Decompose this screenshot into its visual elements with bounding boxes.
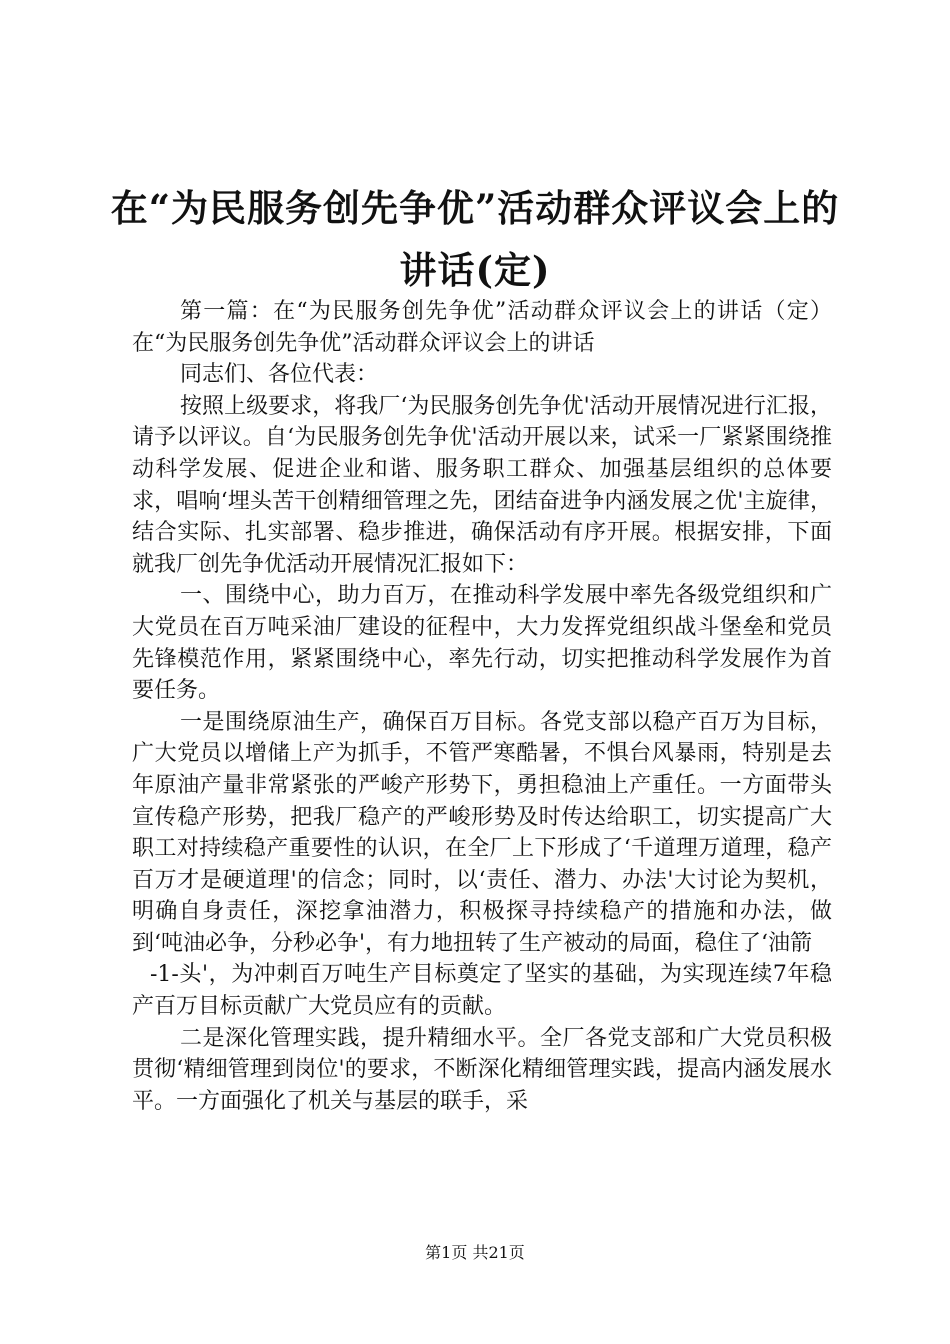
paragraph-heading: 第一篇：在“为民服务创先争优”活动群众评议会上的讲话（定）在“为民服务创先争优”活动群众评议会上的讲话 (132, 299, 832, 356)
document-title-line-1: 在“为民服务创先争优”活动群众评议会上的 (110, 186, 840, 230)
paragraph-continuation: -1-头'，为冲刺百万吨生产目标奠定了坚实的基础，为实现连续7年稳产百万目标贡献广大党员应有的贡献。 (132, 962, 832, 1020)
paragraph-point-2: 二是深化管理实践，提升精细水平。全厂各党支部和广大党员积极贯彻‘精细管理到岗位'的要求，不断深化精细管理实践，提高内涵发展水平。一方面强化了机关与基层的联手，采 (132, 1025, 832, 1114)
paragraph-section-1: 一、围绕中心，助力百万，在推动科学发展中率先各级党组织和广大党员在百万吨采油厂建设的征程中，大力发挥党组织战斗堡垒和党员先锋模范作用，紧紧围绕中心，率先行动，切实把推动科学发展作为首要任务。 (132, 583, 832, 704)
paragraph-salutation: 同志们、各位代表： (180, 362, 379, 388)
paragraph-point-1: 一是围绕原油生产，确保百万目标。各党支部以稳产百万为目标，广大党员以增储上产为抓手，不管严寒酷暑，不惧台风暴雨，特别是去年原油产量非常紧张的严峻产形势下，勇担稳油上产重任。一方面带头宣传稳产形势，把我厂稳产的严峻形势及时传达给职工，切实提高广大职工对持续稳产重要性的认识，在全厂上下形成了‘千道理万道理，稳产百万才是硬道理'的信念；同时，以‘责任、潜力、办法'大讨论为契机，明确自身责任，深挖拿油潜力，积极探寻持续稳产的措施和办法，做到‘吨油必争，分秒必争'，有力地扭转了生产被动的局面，稳住了‘油箭 (132, 709, 832, 956)
paragraph-intro: 按照上级要求，将我厂‘为民服务创先争优'活动开展情况进行汇报，请予以评议。自‘为民服务创先争优'活动开展以来，试采一厂紧紧围绕推动科学发展、促进企业和谐、服务职工群众、加强基层组织的总体要求，唱响‘埋头苦干创精细管理之先，团结奋进争内涵发展之优'主旋律，结合实际、扎实部署、稳步推进，确保活动有序开展。根据安排，下面就我厂创先争优活动开展情况汇报如下： (132, 393, 832, 577)
document-title-line-2: 讲话(定) (399, 248, 551, 292)
document-body (132, 296, 832, 1117)
page-footer: 第1页 共21页 (425, 1243, 525, 1262)
